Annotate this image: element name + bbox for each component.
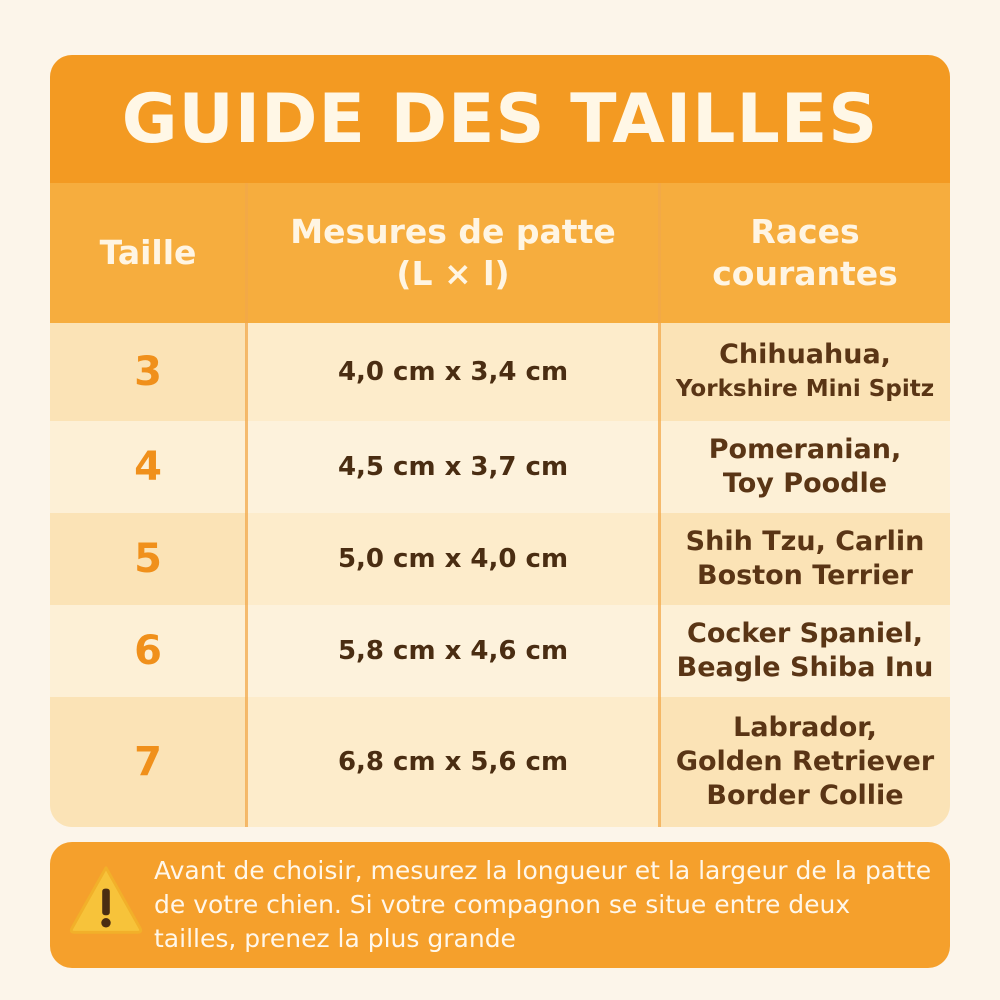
size-value: 7 xyxy=(134,739,162,785)
breeds-value: Pomeranian, Toy Poodle xyxy=(708,434,902,499)
warning-icon xyxy=(68,862,144,938)
column-divider xyxy=(245,183,248,827)
measure-value: 4,5 cm x 3,7 cm xyxy=(246,421,660,513)
header-measures-line1: Mesures de patte xyxy=(290,212,616,251)
breeds-value: Cocker Spaniel, Beagle Shiba Inu xyxy=(676,618,934,683)
size-guide-card xyxy=(50,55,950,827)
measure-value: 6,8 cm x 5,6 cm xyxy=(246,697,660,827)
table-row xyxy=(50,697,950,827)
measure-value: 5,8 cm x 4,6 cm xyxy=(246,605,660,697)
header-breeds-line2: courantes xyxy=(712,254,898,293)
advice-text: Avant de choisir, mesurez la longueur et la largeur de la patte de votre chien. Si votre compagnon se situe entre deux tailles, prenez la plus grande xyxy=(154,856,932,953)
size-value: 6 xyxy=(134,628,162,674)
table-header xyxy=(50,183,950,323)
column-divider xyxy=(658,183,661,827)
header-breeds xyxy=(660,183,950,323)
header-size: Taille xyxy=(99,233,197,272)
size-value: 5 xyxy=(134,536,162,582)
header-breeds-line1: Races xyxy=(750,212,860,251)
table-row xyxy=(50,605,950,697)
breeds-value: Shih Tzu, Carlin Boston Terrier xyxy=(685,526,925,591)
table-row xyxy=(50,421,950,513)
title-bar xyxy=(50,55,950,183)
measure-value: 4,0 cm x 3,4 cm xyxy=(246,323,660,421)
header-measures xyxy=(246,183,660,323)
breeds-value: Chihuahua, Yorkshire Mini Spitz xyxy=(675,339,935,402)
breeds-value: Labrador, Golden Retriever Border Collie xyxy=(675,712,935,811)
measure-value: 5,0 cm x 4,0 cm xyxy=(246,513,660,605)
table-row xyxy=(50,513,950,605)
table-row xyxy=(50,323,950,421)
size-value: 3 xyxy=(134,349,162,395)
page-title: GUIDE DES TAILLES xyxy=(121,79,879,159)
advice-banner xyxy=(50,842,950,968)
size-value: 4 xyxy=(134,444,162,490)
header-measures-line2: (L × l) xyxy=(396,254,510,293)
